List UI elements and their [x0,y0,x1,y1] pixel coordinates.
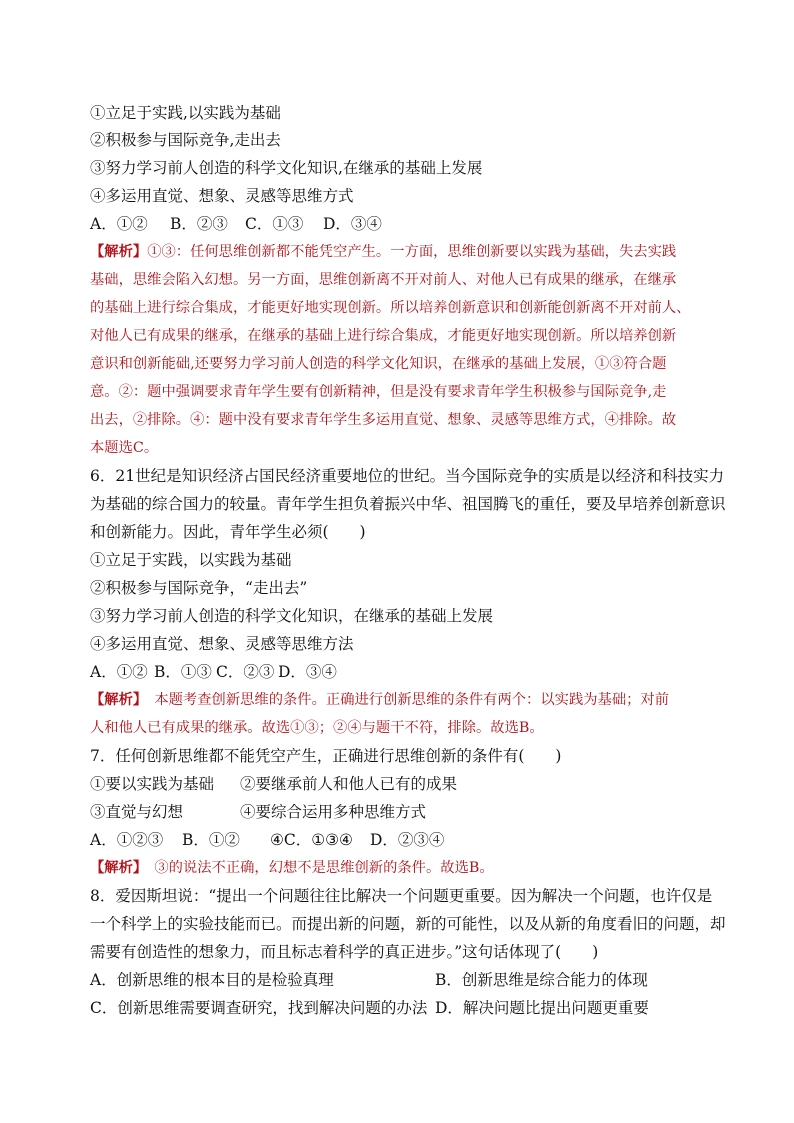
q5-item-3: ③努力学习前人创造的科学文化知识,在继承的基础上发展 [90,159,483,177]
q8-stem-line-1: 8．爱因斯坦说：“提出一个问题往往比解决一个问题更重要。因为解决一个问题，也许仅是 [90,887,713,905]
q5-options [90,214,382,234]
q6-item-2: ②积极参与国际竞争，“走出去” [90,579,308,597]
q7-analysis-text: ③的说法不正确，幻想不是思维创新的条件。故选B。 [140,860,494,876]
q6-option-d: D．③④ [278,663,337,681]
q6-analysis-line-1 [90,690,718,710]
q7-item-4: ④要综合运用多种思维方式 [240,803,427,821]
q7-analysis-tag: 【解析】 [90,860,141,876]
q6-analysis-tag: 【解析】 [90,692,141,708]
q5-analysis-line-6: 意。②：题中强调要求青年学生要有创新精神，但是没有要求青年学生积极参与国际竞争,走 [90,384,667,400]
q7-item-1: ①要以实践为基础 [90,775,215,793]
q7-item-2: ②要继承前人和他人已有的成果 [240,775,458,793]
q5-option-c: C．①③ [245,215,304,233]
q5-option-d: D．③④ [323,215,382,233]
q6-stem-line-1: 6．21世纪是知识经济占国民经济重要地位的世纪。当今国际竞争的实质是以经济和科技实力 [90,467,725,485]
q8-stem-line-3: 需要有创造性的想象力，而且标志着科学的真正进步。”这句话体现了( ) [90,943,599,961]
q6-item-3: ③努力学习前人创造的科学文化知识，在继承的基础上发展 [90,607,494,625]
q5-option-a: A．①② [90,215,148,233]
q8-options-row-1 [90,970,648,990]
q5-analysis-line-5: 意识和创新能础,还要努力学习前人创造的科学文化知识，在继承的基础上发展，①③符合题 [90,356,667,372]
q8-option-c: C．创新思维需要调查研究，找到解决问题的办法 [90,999,428,1017]
q6-stem-line-2: 为基础的综合国力的较量。青年学生担负着振兴中华、祖国腾飞的重任，要及早培养创新意识 [90,495,726,513]
q6-option-a: A．①② [90,663,148,681]
q7-stem: 7．任何创新思维都不能凭空产生，正确进行思维创新的条件有( ) [90,747,562,765]
q5-analysis-text: ①③：任何思维创新都不能凭空产生。一方面，思维创新要以实践为基础，失去实践 [147,244,677,260]
q6-options [90,662,337,682]
q5-item-4: ④多运用直觉、想象、灵感等思维方式 [90,187,354,205]
q6-option-b: B．①③ [154,663,212,681]
q7-item-3: ③直觉与幻想 [90,803,184,821]
q5-analysis-tag: 【解析】 [90,244,148,260]
q7-analysis [90,858,718,878]
q6-item-4: ④多运用直觉、想象、灵感等思维方法 [90,635,354,653]
q8-options-row-2 [90,998,649,1018]
q6-analysis-text: 本题考查创新思维的条件。正确进行创新思维的条件有两个：以实践为基础；对前 [140,692,670,708]
q7-option-b: B．①② [182,831,240,849]
q6-analysis-line-2: 人和他人已有成果的继承。故选①③；②④与题干不符，排除。故选B。 [90,720,544,736]
q8-stem-line-2: 一个科学上的实验技能而已。而提出新的问题，新的可能性，以及从新的角度看旧的问题，却 [90,915,726,933]
q8-option-b: B．创新思维是综合能力的体现 [435,971,648,989]
q8-option-d: D．解决问题比提出问题更重要 [435,999,649,1017]
q5-analysis-line-8: 本题选C。 [90,440,159,456]
q5-analysis-line-4: 对他人已有成果的继承，在继承的基础上进行综合集成，才能更好地实现创新。所以培养创新 [90,328,677,344]
q7-option-c: ④C．①③④ [270,831,353,849]
q7-items-row-2 [90,802,426,822]
q5-option-b: B．②③ [170,215,228,233]
q6-option-c: C．②③ [216,663,275,681]
q5-item-1: ①立足于实践,以实践为基础 [90,104,281,122]
q5-analysis-line-3: 的基础上进行综合集成，才能更好地实现创新。所以培养创新意识和创新能创新离不开对前人、 [90,300,691,316]
q7-options [90,830,444,850]
q7-option-a: A．①②③ [90,831,164,849]
q6-item-1: ①立足于实践，以实践为基础 [90,551,292,569]
q5-item-2: ②积极参与国际竞争,走出去 [90,131,281,149]
q8-option-a: A．创新思维的根本目的是检验真理 [90,971,334,989]
q7-option-d: D．②③④ [370,831,445,849]
q6-stem-line-3: 和创新能力。因此，青年学生必须( ) [90,523,366,541]
q5-analysis-line-2: 基础，思维会陷入幻想。另一方面，思维创新离不开对前人、对他人已有成果的继承，在继承 [90,272,677,288]
q5-analysis-line-1 [90,242,718,262]
q7-items-row-1 [90,774,457,794]
q5-analysis-line-7: 出去，②排除。④：题中没有要求青年学生多运用直觉、想象、灵感等思维方式，④排除。故 [90,412,677,428]
